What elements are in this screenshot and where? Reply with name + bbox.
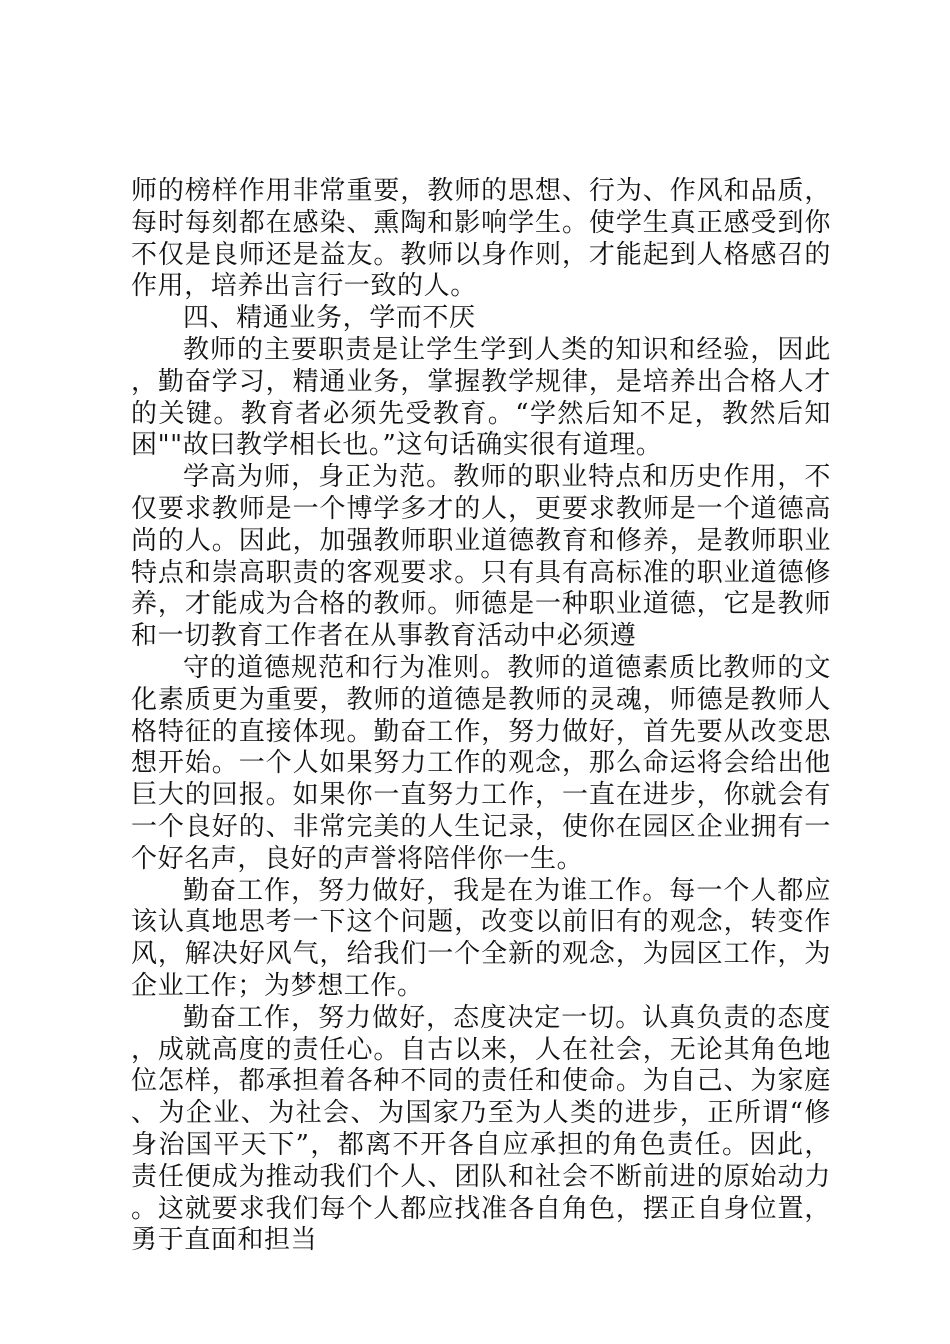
- paragraph-5: 勤奋工作，努力做好，我是在为谁工作。每一个人都应该认真地思考一下这个问题，改变以前旧有的观念，转变作风，解决好风气，给我们一个全新的观念，为园区工作，为企业工作；为梦想工作。: [131, 875, 831, 1001]
- section-heading: 四、精通业务，学而不厌: [183, 303, 476, 334]
- document-page: [131, 176, 831, 1257]
- paragraph-2: 教师的主要职责是让学生学到人类的知识和经验，因此，勤奋学习，精通业务，掌握教学规律，是培养出合格人才的关键。教育者必须先受教育。“学然后知不足，教然后知困""故曰教学相长也。”这句话确实很有道理。: [131, 334, 831, 461]
- paragraph-3: 学高为师，身正为范。教师的职业特点和历史作用，不仅要求教师是一个博学多才的人，更要求教师是一个道德高尚的人。因此，加强教师职业道德教育和修养，是教师职业特点和崇高职责的客观要求。只有具有高标准的职业道德修养，才能成为合格的教师。师德是一种职业道德，它是教师和一切教育工作者在从事教育活动中必须遵: [131, 462, 831, 652]
- paragraph-1: 师的榜样作用非常重要，教师的思想、行为、作风和品质，每时每刻都在感染、熏陶和影响学生。使学生真正感受到你不仅是良师还是益友。教师以身作则，才能起到人格感召的作用，培养出言行一致的人。: [131, 176, 831, 302]
- paragraph-4: 守的道德规范和行为准则。教师的道德素质比教师的文化素质更为重要，教师的道德是教师的灵魂，师德是教师人格特征的直接体现。勤奋工作，努力做好，首先要从改变思想开始。一个人如果努力工作的观念，那么命运将会给出他巨大的回报。如果你一直努力工作，一直在进步，你就会有一个良好的、非常完美的人生记录，使你在园区企业拥有一个好名声，良好的声誉将陪伴你一生。: [131, 652, 831, 874]
- paragraph-6: 勤奋工作，努力做好，态度决定一切。认真负责的态度，成就高度的责任心。自古以来，人在社会，无论其角色地位怎样，都承担着各种不同的责任和使命。为自己、为家庭、为企业、为社会、为国家乃至为人类的进步，正所谓“修身治国平天下”，都离不开各自应承担的角色责任。因此，责任便成为推动我们个人、团队和社会不断前进的原始动力。这就要求我们每个人都应找准各自角色，摆正自身位置，勇于直面和担当: [131, 1002, 831, 1256]
